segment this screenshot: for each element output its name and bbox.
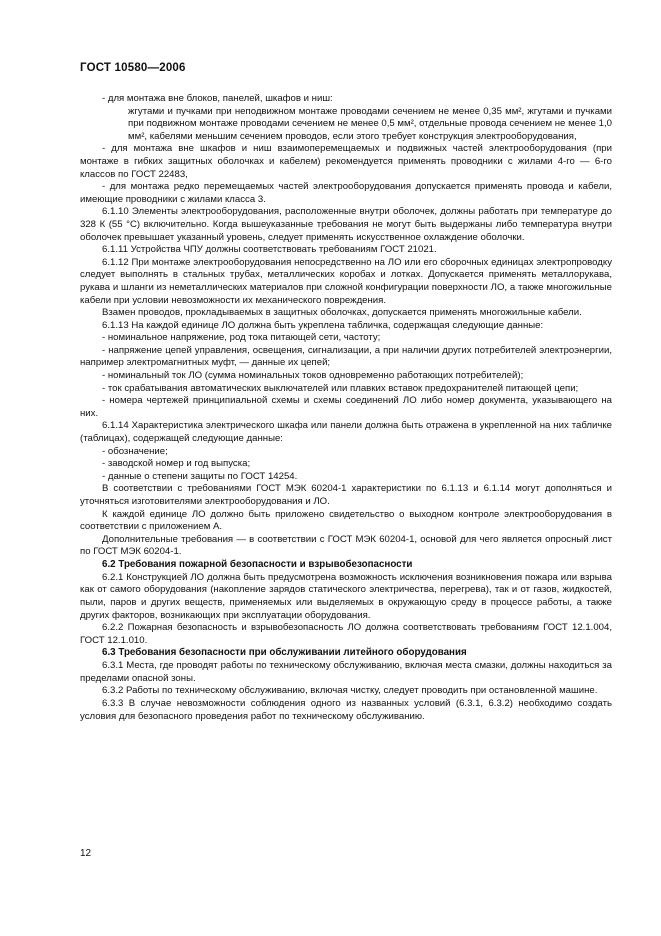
clause-6-3-1: 6.3.1 Места, где проводят работы по техническому обслуживанию, включая места смазки, должны находиться за пределами опасной зоны. (80, 660, 612, 684)
paragraph: В соответствии с требованиями ГОСТ МЭК 60204-1 характеристики по 6.1.13 и 6.1.14 могут дополняться и уточняться изготовителями электрооборудования и ЛО. (80, 483, 612, 507)
list-item: - напряжение цепей управления, освещения, сигнализации, а при наличии других потребителей электроэнергии, например электромагнитных муфт, — данные их цепей; (80, 344, 612, 369)
list-item: - для монтажа редко перемещаемых частей электрооборудования допускается применять провода и кабели, имеющие проводники с жилами класса 3. (80, 181, 612, 205)
list-item: - номинальное напряжение, род тока питающей сети, частоту; (102, 332, 381, 344)
list-item: - номера чертежей принципиальной схемы и схемы соединений ЛО либо номер документа, указывающего на них. (80, 395, 612, 419)
list-item: - ток срабатывания автоматических выключателей или плавких вставок предохранителей питающей цепи; (102, 382, 579, 394)
paragraph: Взамен проводов, прокладываемых в защитных оболочках, допускается применять многожильные кабели. (102, 307, 582, 319)
clause-6-2-2: 6.2.2 Пожарная безопасность и взрывобезопасность ЛО должна соответствовать требованиям ГОСТ 12.1.004, ГОСТ 12.1.010. (80, 622, 612, 646)
clause-6-1-14: 6.1.14 Характеристика электрического шкафа или панели должна быть отражена в укрепленной на них табличке (таблицах), содержащей следующие данные: (80, 420, 612, 445)
clause-6-1-12: 6.1.12 При монтаже электрооборудования непосредственно на ЛО или его сборочных единицах электропроводку следует выполнять в стальных трубах, металлических коробах и лотках. Допускается применять металлорукава, рукава и шланги из неметаллических материалов при сложной конфигурации поверхности ЛО, а также многожильные кабели при условии невозможности их механического повреждения. (80, 256, 612, 306)
list-subitems: жгутами и пучками при неподвижном монтаже проводами сечением не менее 0,35 мм², жгутами и пучками при подвижном монтаже проводами сечением не менее 0,5 мм², отдельные провода сечением не менее 1,0 мм², кабелями меньшим сечением проводов, если этого требует конструкция электрооборудования, (128, 105, 612, 142)
list-item: - заводской номер и год выпуска; (102, 458, 251, 470)
list-item: - для монтажа вне шкафов и ниш взаимоперемещаемых и подвижных частей электрооборудования (при монтаже в гибких защитных оболочках и кабелем) рекомендуется применять проводники с жилами 4-го — 6-го классов по ГОСТ 22483, (80, 143, 612, 180)
clause-6-1-10: 6.1.10 Элементы электрооборудования, расположенные внутри оболочек, должны работать при температуре до 328 К (55 °С) включительно. Когда вышеуказанные требования не могут быть выдержаны либо температура внутри оболочек превышает указанный уровень, следует применять искусственное охлаждение оболочки. (80, 206, 612, 243)
page-header: ГОСТ 10580—2006 (80, 62, 186, 74)
clause-6-3-3: 6.3.3 В случае невозможности соблюдения одного из названных условий (6.3.1, 6.3.2) необходимо создать условия для безопасного проведения работ по техническому обслуживанию. (80, 697, 612, 722)
clause-6-3-2: 6.3.2 Работы по техническому обслуживанию, включая чистку, следует проводить при остановленной машине. (102, 685, 598, 697)
list-item: - данные о степени защиты по ГОСТ 14254. (102, 470, 298, 482)
document-body (80, 93, 612, 723)
page-number: 12 (80, 848, 92, 859)
paragraph: К каждой единице ЛО должно быть приложено свидетельство о выходном контроле электрооборудования в соответствии с приложением А. (80, 508, 612, 533)
list-item: - обозначение; (102, 445, 168, 457)
clause-6-2-1: 6.2.1 Конструкцией ЛО должна быть предусмотрена возможность исключения возникновения пожара или взрыва как от самого оборудования (накопление зарядов статического электричества, перегрева), так и от газов, жидкостей, пыли, паров и других веществ, применяемых или выделяемых в окружающую среду в процессе работы, а также других факторов, возникающих при эксплуатации оборудования. (80, 571, 612, 621)
section-heading-6-2: 6.2 Требования пожарной безопасности и взрывобезопасности (102, 558, 413, 570)
clause-6-1-13: 6.1.13 На каждой единице ЛО должна быть укреплена табличка, содержащая следующие данные: (102, 319, 544, 331)
list-item: - для монтажа вне блоков, панелей, шкафов и ниш: (102, 93, 333, 104)
list-item: - номинальный ток ЛО (сумма номинальных токов одновременно работающих потребителей); (102, 370, 524, 382)
section-heading-6-3: 6.3 Требования безопасности при обслуживании литейного оборудования (102, 647, 467, 659)
paragraph: Дополнительные требования — в соответствии с ГОСТ МЭК 60204-1, основой для чего является опросный лист по ГОСТ МЭК 60204-1. (80, 533, 612, 558)
clause-6-1-11: 6.1.11 Устройства ЧПУ должны соответствовать требованиям ГОСТ 21021. (102, 244, 437, 256)
